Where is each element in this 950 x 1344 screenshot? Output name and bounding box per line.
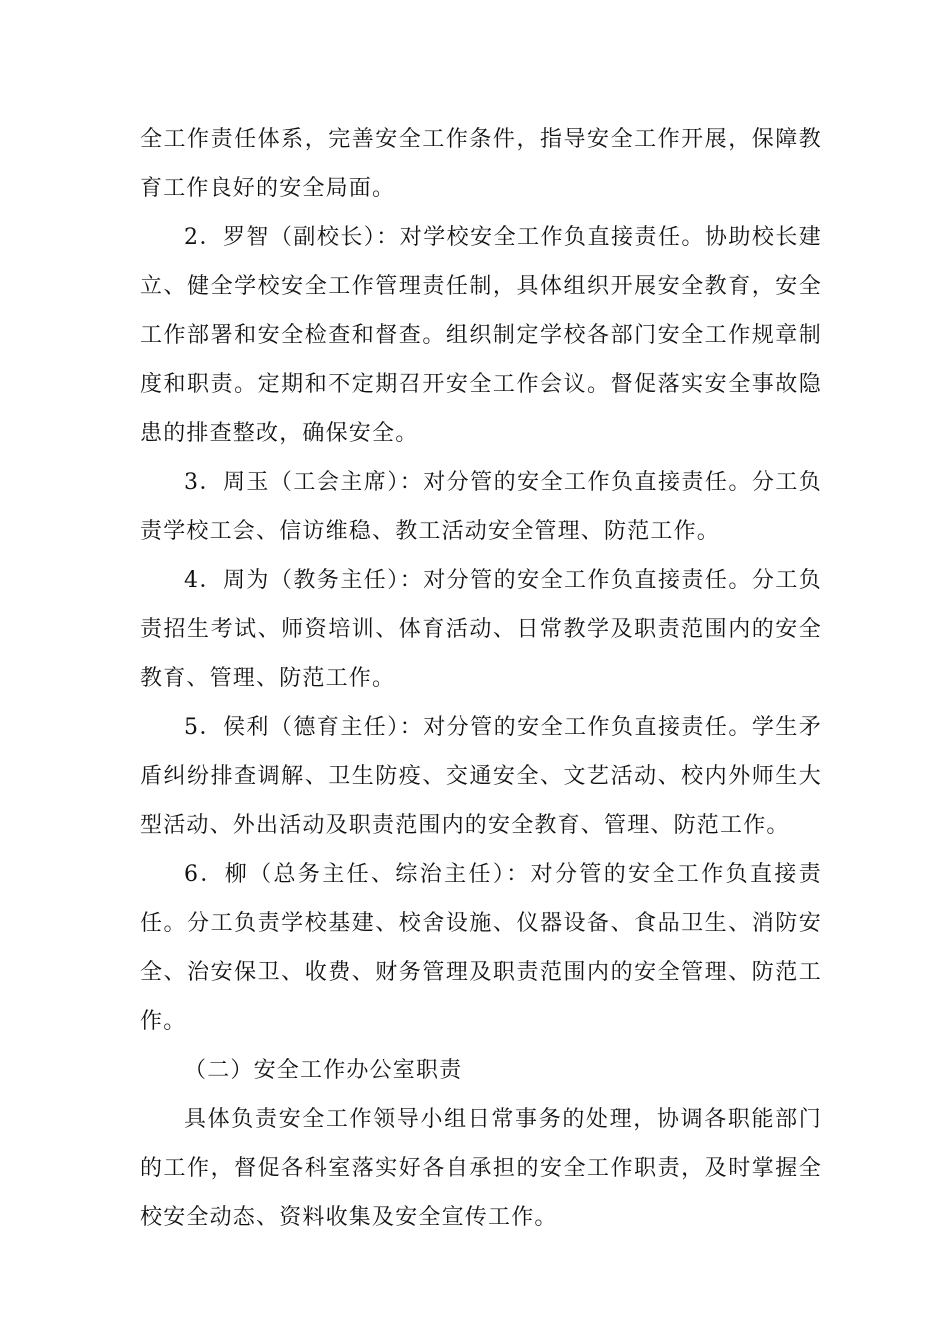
paragraph-item-3: 3．周玉（工会主席）：对分管的安全工作负直接责任。分工负责学校工会、信访维稳、教工活动安全管理、防范工作。 <box>140 470 822 544</box>
document-body <box>140 115 822 1242</box>
paragraph-item-5: 5．侯利（德育主任）：对分管的安全工作负直接责任。学生矛盾纠纷排查调解、卫生防疫、交通安全、文艺活动、校内外师生大型活动、外出活动及职责范围内的安全教育、管理、防范工作。 <box>140 715 822 838</box>
section-heading: （二）安全工作办公室职责 <box>184 1058 463 1083</box>
paragraph-office-duties: 具体负责安全工作领导小组日常事务的处理，协调各职能部门的工作，督促各科室落实好各自承担的安全工作职责，及时掌握全校安全动态、资料收集及安全宣传工作。 <box>140 1107 822 1230</box>
paragraph-item-4: 4．周为（教务主任）：对分管的安全工作负直接责任。分工负责招生考试、师资培训、体育活动、日常教学及职责范围内的安全教育、管理、防范工作。 <box>140 568 822 691</box>
paragraph-item-6: 6．柳（总务主任、综治主任）：对分管的安全工作负直接责任。分工负责学校基建、校舍设施、仪器设备、食品卫生、消防安全、治安保卫、收费、财务管理及职责范围内的安全管理、防范工作。 <box>140 862 822 1034</box>
paragraph-item-2: 2．罗智（副校长）：对学校安全工作负直接责任。协助校长建立、健全学校安全工作管理责任制，具体组织开展安全教育，安全工作部署和安全检查和督查。组织制定学校各部门安全工作规章制度和职责。定期和不定期召开安全工作会议。督促落实安全事故隐患的排查整改，确保安全。 <box>140 225 822 446</box>
paragraph-continuation: 全工作责任体系，完善安全工作条件，指导安全工作开展，保障教育工作良好的安全局面。 <box>140 127 822 201</box>
